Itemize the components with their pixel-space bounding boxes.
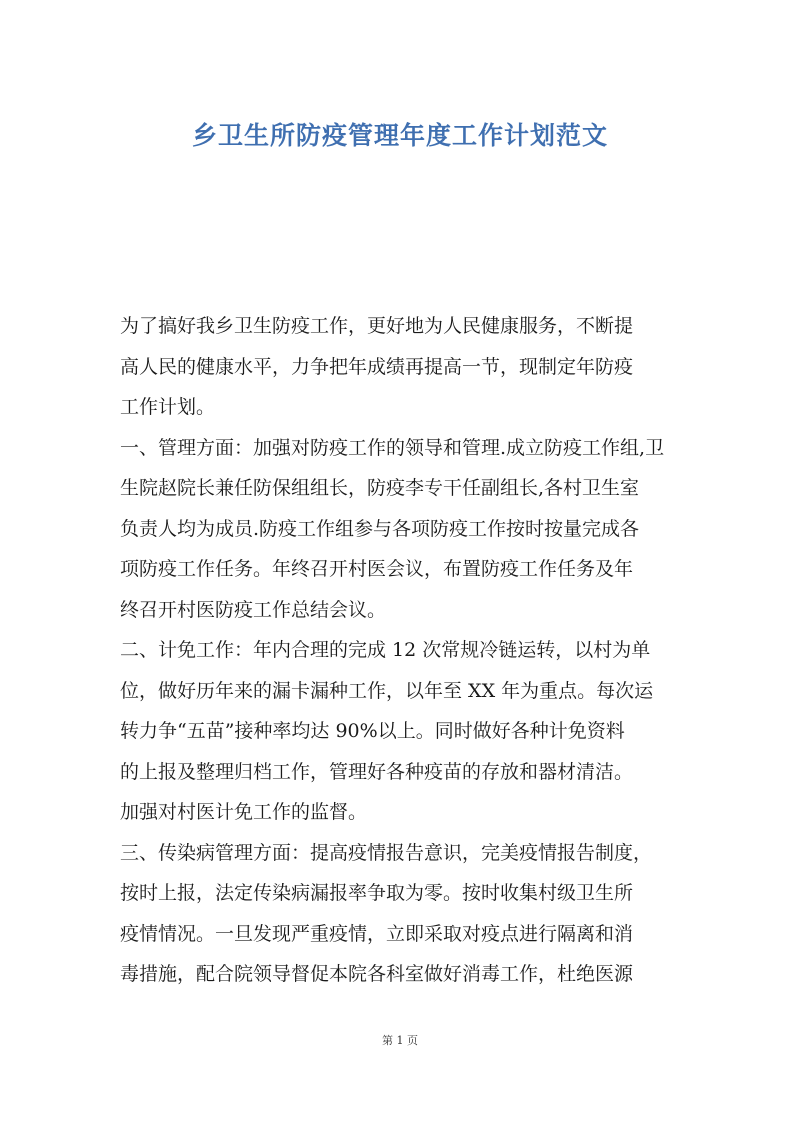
body-line: 高人民的健康水平，力争把年成绩再提高一节，现制定年防疫	[120, 355, 634, 378]
body-line: 毒措施，配合院领导督促本院各科室做好消毒工作，杜绝医源	[120, 963, 634, 985]
body-line: 终召开村医防疫工作总结会议。	[120, 598, 387, 621]
body-line: 转力争“五苗”接种率均达 90%以上。同时做好各种计免资料	[120, 720, 625, 742]
body-line: 疫情情况。一旦发现严重疫情，立即采取对疫点进行隔离和消	[120, 922, 634, 945]
body-line: 生院赵院长兼任防保组组长，防疫李专干任副组长,各村卫生室	[120, 477, 640, 499]
document-body	[120, 306, 700, 995]
body-line: 的上报及整理归档工作，管理好各种疫苗的存放和器材清洁。	[120, 760, 634, 783]
body-line: 项防疫工作任务。年终召开村医会议，布置防疫工作任务及年	[120, 558, 634, 580]
page-number: 第 1 页	[382, 1034, 418, 1047]
document-title: 乡卫生所防疫管理年度工作计划范文	[191, 121, 608, 150]
body-line: 一、管理方面：加强对防疫工作的领导和管理.成立防疫工作组,卫	[120, 436, 665, 459]
body-line: 位，做好历年来的漏卡漏种工作，以年至 XX 年为重点。每次运	[120, 679, 654, 702]
body-line: 为了搞好我乡卫生防疫工作，更好地为人民健康服务，不断提	[120, 315, 634, 337]
body-line: 按时上报，法定传染病漏报率争取为零。按时收集村级卫生所	[120, 882, 634, 904]
body-line: 工作计划。	[120, 396, 216, 418]
body-line: 二、计免工作：年内合理的完成 12 次常规冷链运转，以村为单	[120, 639, 651, 661]
body-line: 加强对村医计免工作的监督。	[120, 801, 368, 823]
body-line: 负责人均为成员.防疫工作组参与各项防疫工作按时按量完成各	[120, 517, 640, 540]
body-line: 三、传染病管理方面：提高疫情报告意识，完美疫情报告制度，	[120, 841, 653, 864]
